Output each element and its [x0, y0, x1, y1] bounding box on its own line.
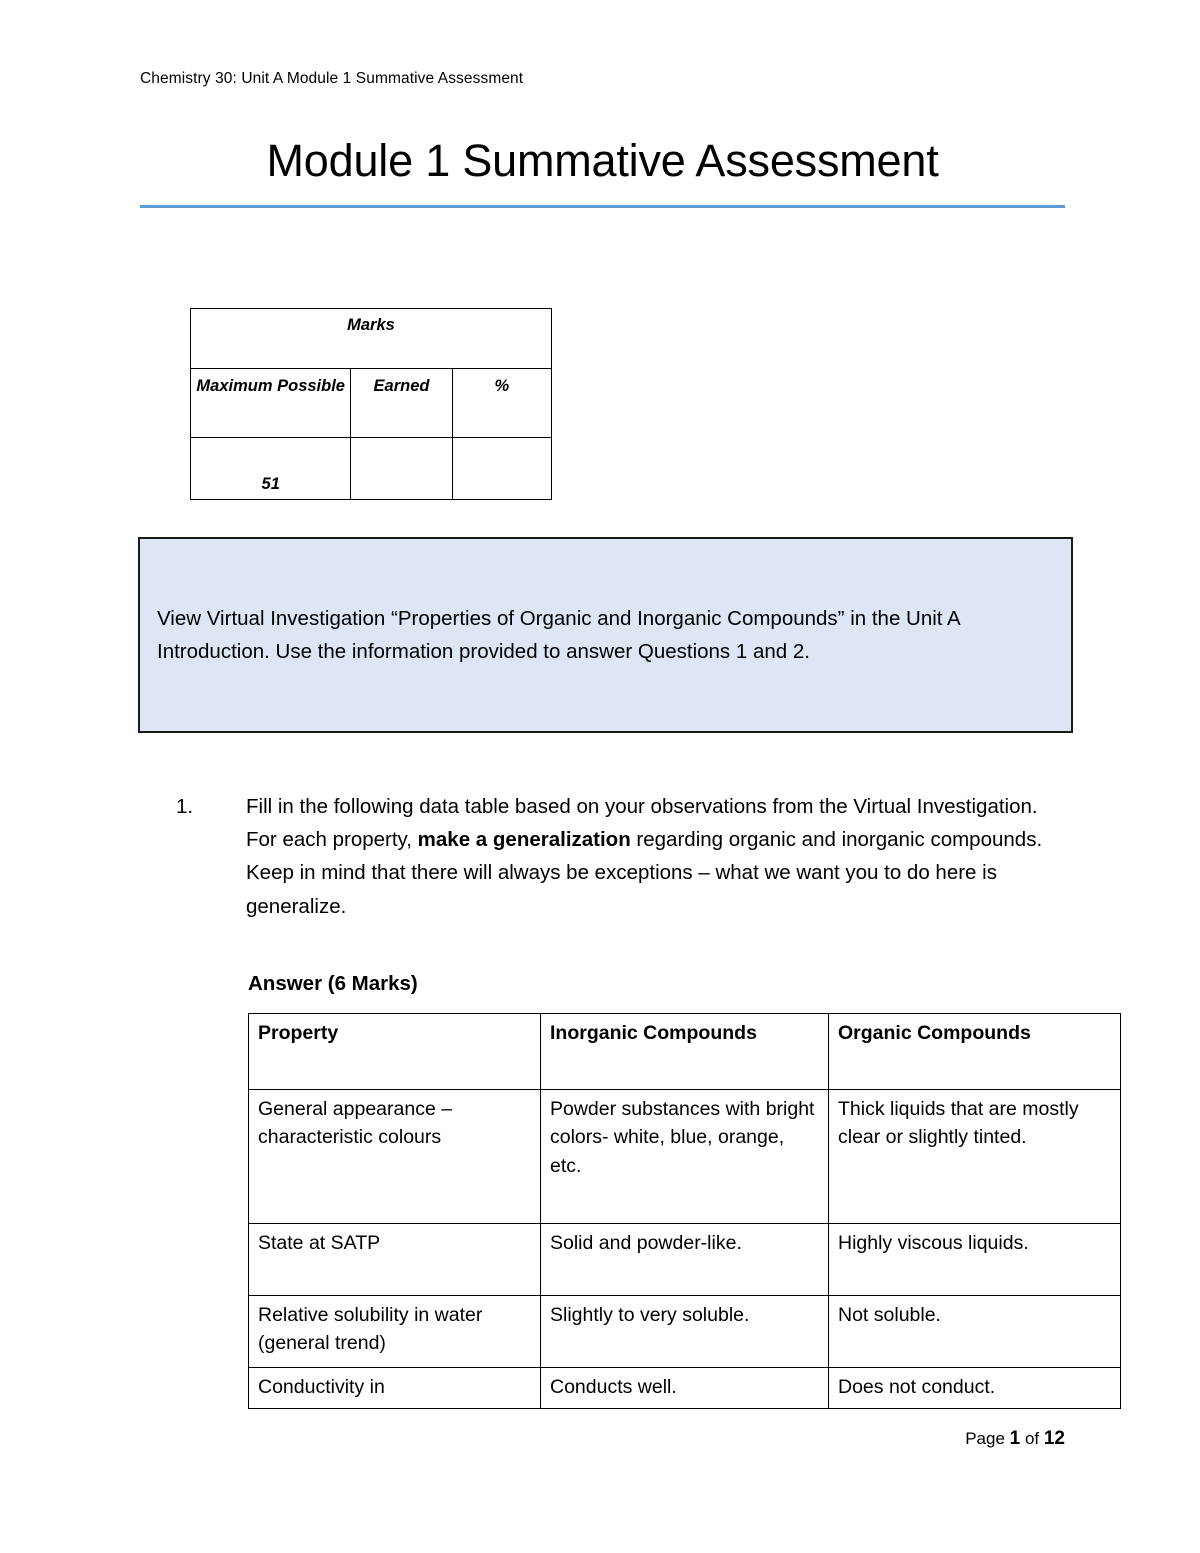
question-1-text-part2: regarding organic and inorganic compounds. Keep in mind that there will always be exceptions – what we want you to do here is generalize. — [246, 828, 1043, 918]
page-footer — [140, 1428, 1065, 1450]
column-header-property: Property — [249, 1014, 541, 1090]
marks-value-earned[interactable] — [351, 438, 452, 500]
marks-caption: Marks — [191, 309, 552, 369]
cell-organic[interactable]: Does not conduct. — [829, 1368, 1121, 1409]
answer-label: Answer (6 Marks) — [248, 972, 418, 995]
footer-prefix: Page — [965, 1429, 1010, 1448]
cell-inorganic[interactable]: Solid and powder-like. — [541, 1224, 829, 1296]
marks-header-row — [191, 369, 552, 438]
question-1-number: 1. — [176, 795, 194, 818]
properties-data-table — [248, 1013, 1121, 1409]
cell-property: State at SATP — [249, 1224, 541, 1296]
marks-header-maximum-possible: Maximum Possible — [191, 369, 351, 438]
marks-table — [190, 308, 552, 500]
table-header-row — [249, 1014, 1121, 1090]
marks-header-earned: Earned — [351, 369, 452, 438]
instruction-callout-box — [138, 537, 1073, 733]
cell-property: General appearance – characteristic colours — [249, 1090, 541, 1224]
cell-inorganic[interactable]: Slightly to very soluble. — [541, 1296, 829, 1368]
column-header-organic-compounds: Organic Compounds — [829, 1014, 1121, 1090]
cell-property: Conductivity in — [249, 1368, 541, 1409]
table-row — [249, 1296, 1121, 1368]
cell-organic[interactable]: Highly viscous liquids. — [829, 1224, 1121, 1296]
marks-value-maximum-possible: 51 — [191, 438, 351, 500]
footer-current-page: 1 — [1009, 1428, 1021, 1449]
question-1-text-part1: Fill in the following data table based on your observations from the Virtual Investigation. For each property, — [246, 795, 1038, 852]
title-divider — [140, 205, 1065, 208]
table-row — [249, 1090, 1121, 1224]
cell-organic[interactable]: Not soluble. — [829, 1296, 1121, 1368]
table-row — [249, 1368, 1121, 1409]
cell-organic[interactable]: Thick liquids that are mostly clear or slightly tinted. — [829, 1090, 1121, 1224]
column-header-inorganic-compounds: Inorganic Compounds — [541, 1014, 829, 1090]
question-1-text-emphasis: make a generalization — [417, 828, 631, 852]
table-row — [249, 1224, 1121, 1296]
cell-inorganic[interactable]: Conducts well. — [541, 1368, 829, 1409]
question-1-text — [246, 790, 1071, 923]
marks-caption-row — [191, 309, 552, 369]
marks-value-percent[interactable] — [452, 438, 551, 500]
instruction-callout-text: View Virtual Investigation “Properties of Organic and Inorganic Compounds” in the Unit A Introduction. Use the information provided to answer Questions 1 and 2. — [157, 607, 960, 664]
footer-total-pages: 12 — [1043, 1428, 1065, 1449]
marks-header-percent: % — [452, 369, 551, 438]
question-1 — [176, 790, 1071, 923]
running-header: Chemistry 30: Unit A Module 1 Summative Assessment — [140, 70, 524, 87]
title-block — [140, 135, 1065, 208]
page-title: Module 1 Summative Assessment — [266, 135, 939, 186]
footer-middle: of — [1020, 1429, 1044, 1448]
cell-property: Relative solubility in water (general trend) — [249, 1296, 541, 1368]
marks-value-row — [191, 438, 552, 500]
cell-inorganic[interactable]: Powder substances with bright colors- white, blue, orange, etc. — [541, 1090, 829, 1224]
